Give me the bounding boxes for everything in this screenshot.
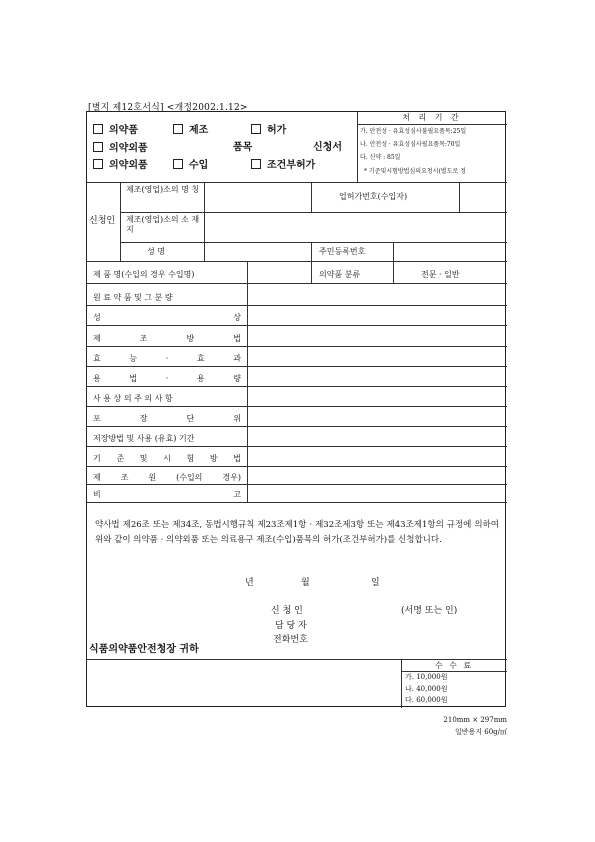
- manufacturing-method-field[interactable]: [248, 326, 506, 345]
- row-label-dosage: 용 법 · 용 량: [93, 374, 241, 383]
- checkbox-quasi-drug-2[interactable]: 의약외품: [93, 159, 148, 172]
- remarks-field[interactable]: [248, 485, 506, 501]
- efficacy-field[interactable]: [248, 347, 506, 366]
- checkbox-icon[interactable]: [93, 124, 103, 134]
- precautions-field[interactable]: [248, 387, 506, 406]
- checkbox-drug[interactable]: 의약품: [93, 124, 138, 137]
- checkbox-icon[interactable]: [93, 142, 103, 152]
- license-number-field[interactable]: [460, 183, 506, 211]
- manufacturer-field[interactable]: [248, 467, 506, 484]
- row-label-efficacy: 효 능 · 효 과: [93, 354, 241, 363]
- applicant-label: 신청인: [89, 216, 116, 226]
- manufacturer-name-field[interactable]: [205, 183, 310, 211]
- fee-title: 수 수 료: [434, 661, 474, 670]
- packaging-field[interactable]: [248, 407, 506, 426]
- row-label-appearance: 성 상: [93, 313, 241, 322]
- fee-line: 나. 40,000원: [405, 685, 448, 693]
- checkbox-icon[interactable]: [93, 159, 103, 169]
- row-label-storage: 저장방법 및 사용 (유효) 기간: [93, 434, 195, 443]
- classification-value[interactable]: 전문 · 일반: [421, 270, 460, 279]
- name-label: 성 명: [147, 247, 165, 256]
- row-label-ingredients: 원 료 약 품 및 그 분 량: [93, 293, 173, 302]
- manufacturer-name-label: 제조(영업)소의 명 칭: [126, 185, 200, 194]
- form-number: [별지 제12호서식] <개정2002.1.12>: [88, 103, 248, 113]
- checkbox-icon[interactable]: [251, 159, 261, 169]
- application-statement: 약사법 제26조 또는 제34조, 동법시행규칙 제23조제1항 · 제32조제3항 또는 제43조제1항의 규정에 의하여 위와 같이 의약품 · 의약외품 또는 의료용구 제조(수입)품목의 허가(조건부허가)를 신청합니다.: [95, 520, 499, 545]
- date-year[interactable]: 년: [245, 578, 254, 588]
- dosage-field[interactable]: [248, 367, 506, 386]
- title-item: 품목: [233, 142, 253, 153]
- title-application: 신청서: [313, 142, 342, 153]
- row-label-test-methods: 기 준 및 시 험 방 법: [93, 454, 241, 463]
- ingredients-field[interactable]: [248, 284, 506, 304]
- checkbox-permit[interactable]: 허가: [251, 124, 286, 137]
- application-form: [86, 111, 506, 707]
- processing-line: 나. 안전성 · 유효성심사필요품목:70일: [360, 141, 461, 148]
- storage-field[interactable]: [248, 427, 506, 446]
- row-label-precautions: 사 용 상 의 주 의 사 항: [93, 394, 173, 403]
- manufacturer-address-field[interactable]: [205, 213, 506, 242]
- applicant-signature-label: 신 청 인: [271, 606, 303, 616]
- processing-line: 가. 안전성 · 유효성심사불필요품목:25일: [360, 128, 467, 135]
- row-label-remarks: 비 고: [93, 490, 241, 499]
- row-label-packaging: 포 장 단 위: [93, 414, 241, 423]
- sign-note[interactable]: (서명 또는 인): [401, 606, 458, 616]
- date-month[interactable]: 월: [301, 578, 310, 588]
- checkbox-conditional-permit[interactable]: 조건부허가: [251, 159, 315, 172]
- processing-period-title: 처 리 기 간: [402, 113, 462, 122]
- fee-line: 다. 60,000원: [405, 696, 448, 704]
- checkbox-import[interactable]: 수입: [173, 159, 208, 172]
- product-name-field[interactable]: [248, 262, 310, 282]
- paper-type: 일반용지 60g/㎡: [454, 728, 507, 736]
- row-label-manufacturing-method: 제 조 방 법: [93, 334, 241, 343]
- person-in-charge-label: 담 당 자: [275, 621, 307, 631]
- classification-label: 의약품 분류: [319, 270, 361, 279]
- appearance-field[interactable]: [248, 306, 506, 324]
- processing-note: * 기준및시험방법심의요청시(별도로 정: [364, 168, 466, 175]
- checkbox-icon[interactable]: [173, 124, 183, 134]
- name-field[interactable]: [205, 243, 311, 260]
- processing-line: 다. 신약 : 85일: [360, 154, 401, 161]
- test-methods-field[interactable]: [248, 447, 506, 466]
- date-day[interactable]: 일: [371, 578, 380, 588]
- product-name-label: 제 품 명(수입의 경우 수입명): [93, 270, 195, 279]
- checkbox-icon[interactable]: [173, 159, 183, 169]
- checkbox-manufacture[interactable]: 제조: [173, 124, 208, 137]
- registration-number-field[interactable]: [394, 243, 506, 260]
- checkbox-quasi-drug[interactable]: 의약외품: [93, 142, 148, 155]
- fee-line: 가. 10,000원: [405, 673, 448, 681]
- checkbox-icon[interactable]: [251, 124, 261, 134]
- manufacturer-address-label: 제조(영업)소의 소 재 지: [126, 215, 200, 234]
- row-label-manufacturer: 제 조 원 (수입의 경우): [93, 473, 241, 482]
- paper-size: 210mm × 297mm: [443, 716, 507, 724]
- registration-number-label: 주민등록번호: [319, 247, 366, 256]
- phone-label: 전화번호: [273, 635, 308, 645]
- recipient: 식품의약품안전청장 귀하: [89, 644, 199, 655]
- license-number-label: 업허가번호(수입자): [339, 192, 408, 201]
